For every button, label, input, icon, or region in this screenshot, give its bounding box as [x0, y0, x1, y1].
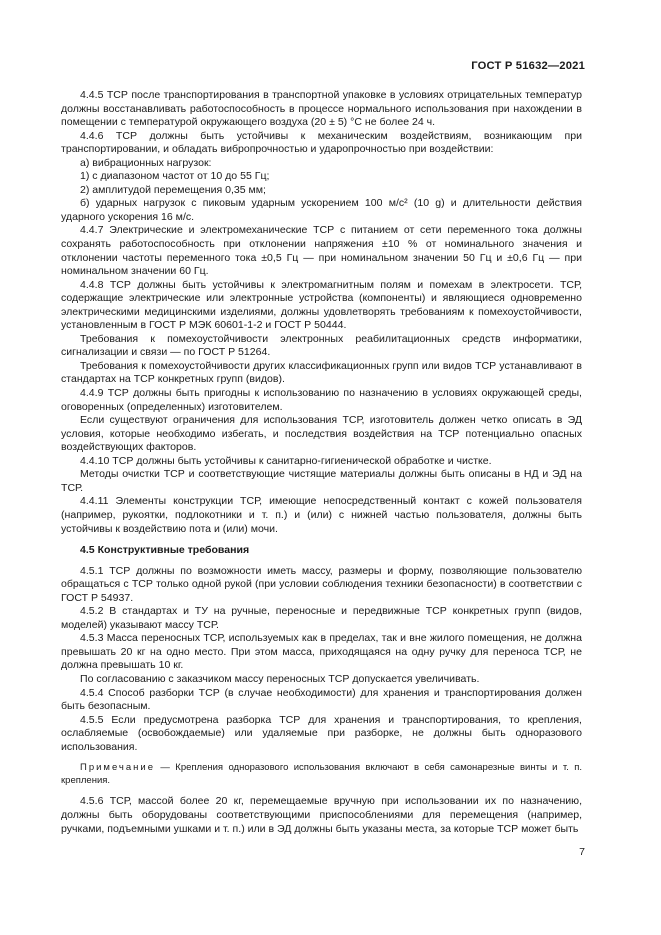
- paragraph-cleaning-methods: Методы очистки ТСР и соответствующие чистящие материалы должны быть описаны в НД и ЭД на ТСР.: [61, 468, 582, 494]
- paragraph-emc-other-groups: Требования к помехоустойчивости других классификационных групп или видов ТСР устанавливают в стандартах на ТСР конкретных групп (видов).: [61, 359, 582, 386]
- paragraph-4-5-4: 4.5.4 Способ разборки ТСР (в случае необходимости) для хранения и транспортирования должен быть безопасным.: [61, 686, 582, 713]
- paragraph-4-5-2: 4.5.2 В стандартах и ТУ на ручные, переносные и передвижные ТСР конкретных групп (видов, моделей) указывают массу ТСР.: [61, 605, 582, 631]
- paragraph-4-5-6: 4.5.6 ТСР, массой более 20 кг, перемещаемые вручную при использовании их по назначению, должны быть оборудованы соответствующими приспособлениями для перемещения (например, ручками, подъемными ушками и т. п.) или в ЭД должны быть указаны места, за которые ТСР может быть: [61, 795, 582, 835]
- paragraph-4-5-3: 4.5.3 Масса переносных ТСР, используемых как в пределах, так и вне жилого помещения, не должна превышать 20 кг на одно место. При этом масса, приходящаяся на одну ручку для переноса ТСР, не должна превышать 10 кг.: [61, 632, 582, 672]
- paragraph-4-4-8: 4.4.8 ТСР должны быть устойчивы к электромагнитным полям и помехам в электросети. ТСР, содержащие электрические или электронные устройства (компоненты) и являющиеся одновременно электрическими медицинскими изделиями, должны удовлетворять требованиям к помехоустойчивости, установленным в ГОСТ Р МЭК 60601-1-2 и ГОСТ Р 50444.: [61, 278, 582, 332]
- paragraph-4-4-7: 4.4.7 Электрические и электромеханические ТСР с питанием от сети переменного тока должны сохранять работоспособность при отклонении напряжения ±10 % от номинального значения и отклонении частоты переменного тока ±0,5 Гц — при номинальном значении 50 Гц и ±0,6 Гц — при номинальном значении 60 Гц.: [61, 224, 582, 278]
- list-item-1: 1) с диапазоном частот от 10 до 55 Гц;: [80, 170, 270, 183]
- list-item-2: 2) амплитудой перемещения 0,35 мм;: [80, 183, 266, 196]
- note-text: — Крепления одноразового использования включают в себя самонарезные винты и т. п. крепления.: [61, 762, 582, 786]
- paragraph-mass-increase: По согласованию с заказчиком массу переносных ТСР допускается увеличивать.: [80, 672, 480, 685]
- paragraph-4-5-1: 4.5.1 ТСР должны по возможности иметь массу, размеры и форму, позволяющие пользователю обращаться с ТСР только одной рукой (при условии соблюдения техники безопасности) в соответствии с ГОСТ Р 54937.: [61, 564, 582, 604]
- note: [61, 762, 582, 787]
- list-item-a: а) вибрационных нагрузок:: [80, 156, 212, 169]
- note-label: Примечание: [80, 762, 155, 774]
- paragraph-emc-informatics: Требования к помехоустойчивости электронных реабилитационных средств информатики, сигнализации и связи — по ГОСТ Р 51264.: [61, 332, 582, 359]
- paragraph-4-4-10: 4.4.10 ТСР должны быть устойчивы к санитарно-гигиенической обработке и чистке.: [80, 454, 492, 467]
- section-title-4-5: 4.5 Конструктивные требования: [80, 544, 250, 557]
- list-item-b: б) ударных нагрузок с пиковым ударным ускорением 100 м/с² (10 g) и длительности действия ударного ускорения 16 м/с.: [61, 197, 582, 223]
- paragraph-usage-restrictions: Если существуют ограничения для использования ТСР, изготовитель должен четко описать в ЭД условия, которые необходимо избегать, и последствия воздействия на ТСР потенциально опасных воздействующих факторов.: [61, 414, 582, 454]
- paragraph-4-4-11: 4.4.11 Элементы конструкции ТСР, имеющие непосредственный контакт с кожей пользователя (например, рукоятки, подлокотники и т. п.) и (или) с нижней частью пользователя, должны быть устойчивы к воздействию пота и (или) мочи.: [61, 495, 582, 535]
- paragraph-4-4-5: 4.4.5 ТСР после транспортирования в транспортной упаковке в условиях отрицательных температур должны восстанавливать работоспособность в процессе нормального использования при нахождении в помещении с температурой окружающего воздуха (20 ± 5) °С не более 24 ч.: [61, 89, 582, 129]
- paragraph-4-4-6: 4.4.6 ТСР должны быть устойчивы к механическим воздействиям, возникающим при транспортировании, и обладать вибропрочностью и ударопрочностью при воздействии:: [61, 129, 582, 156]
- page-number: 7: [579, 846, 585, 858]
- page-body: [61, 89, 582, 836]
- paragraph-4-5-5: 4.5.5 Если предусмотрена разборка ТСР для хранения и транспортирования, то крепления, ослабляемые (освобождаемые) или удаляемые при разборке, не должны быть одноразового использования.: [61, 713, 582, 753]
- paragraph-4-4-9: 4.4.9 ТСР должны быть пригодны к использованию по назначению в условиях окружающей среды, оговоренных (определенных) изготовителем.: [61, 387, 582, 413]
- document-header: ГОСТ Р 51632—2021: [471, 60, 585, 72]
